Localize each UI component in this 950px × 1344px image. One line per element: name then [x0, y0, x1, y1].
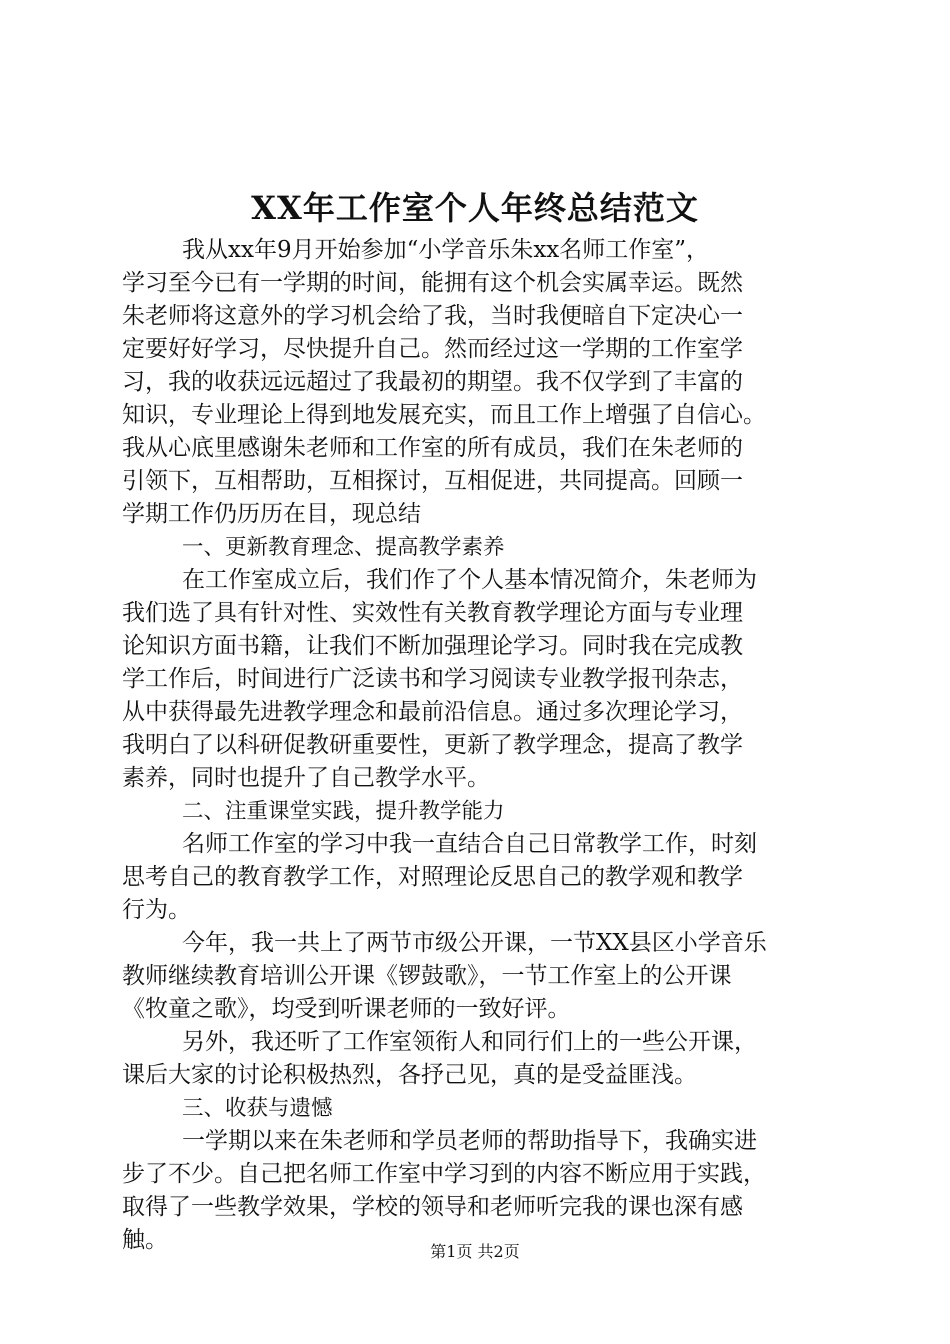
- body-line: 触。: [122, 1227, 168, 1253]
- body-line: 我明白了以科研促教研重要性，更新了教学理念，提高了教学: [122, 732, 743, 758]
- body-line: 引领下，互相帮助，互相探讨，互相促进，共同提高。回顾一: [122, 468, 743, 494]
- body-line: 名师工作室的学习中我一直结合自己日常教学工作，时刻: [182, 831, 757, 857]
- body-line: 学习至今已有一学期的时间，能拥有这个机会实属幸运。既然: [122, 270, 743, 296]
- body-line: 《牧童之歌》，均受到听课老师的一致好评。: [122, 996, 571, 1022]
- body-line: 我从xx年9月开始参加“小学音乐朱xx名师工作室”，: [182, 237, 710, 263]
- body-line: 朱老师将这意外的学习机会给了我，当时我便暗自下定决心一: [122, 303, 743, 329]
- body-line: 从中获得最先进教学理念和最前沿信息。通过多次理论学习，: [122, 699, 743, 725]
- section-heading: 二、注重课堂实践，提升教学能力: [182, 799, 505, 824]
- document-body: [122, 234, 834, 1257]
- section-heading: 三、收获与遗憾: [182, 1096, 333, 1121]
- body-line: 教师继续教育培训公开课《锣鼓歌》，一节工作室上的公开课: [122, 963, 732, 989]
- body-line: 我们选了具有针对性、实效性有关教育教学理论方面与专业理: [122, 600, 743, 626]
- body-line: 课后大家的讨论积极热烈，各抒己见，真的是受益匪浅。: [122, 1062, 697, 1088]
- body-line: 步了不少。自己把名师工作室中学习到的内容不断应用于实践，: [122, 1161, 766, 1187]
- body-line: 定要好好学习，尽快提升自己。然而经过这一学期的工作室学: [122, 336, 743, 362]
- body-line: 另外，我还听了工作室领衔人和同行们上的一些公开课，: [182, 1029, 757, 1055]
- body-line: 行为。: [122, 897, 191, 923]
- body-line: 我从心底里感谢朱老师和工作室的所有成员，我们在朱老师的: [122, 435, 743, 461]
- document-title: XX年工作室个人年终总结范文: [251, 189, 699, 227]
- body-line: 在工作室成立后，我们作了个人基本情况简介，朱老师为: [182, 567, 757, 593]
- section-heading: 一、更新教育理念、提高教学素养: [182, 535, 505, 560]
- body-line: 今年，我一共上了两节市级公开课，一节XX县区小学音乐: [182, 930, 767, 956]
- body-line: 思考自己的教育教学工作，对照理论反思自己的教学观和教学: [122, 864, 743, 890]
- body-line: 一学期以来在朱老师和学员老师的帮助指导下，我确实进: [182, 1128, 757, 1154]
- body-line: 习，我的收获远远超过了我最初的期望。我不仅学到了丰富的: [122, 369, 743, 395]
- page-footer: 第1页 共2页: [430, 1242, 520, 1261]
- body-line: 知识，专业理论上得到地发展充实，而且工作上增强了自信心。: [122, 402, 766, 428]
- body-line: 学工作后，时间进行广泛读书和学习阅读专业教学报刊杂志，: [122, 666, 743, 692]
- body-line: 素养，同时也提升了自己教学水平。: [122, 765, 490, 791]
- body-line: 论知识方面书籍，让我们不断加强理论学习。同时我在完成教: [122, 633, 743, 659]
- body-line: 取得了一些教学效果，学校的领导和老师听完我的课也深有感: [122, 1194, 743, 1220]
- body-line: 学期工作仍历历在目，现总结: [122, 501, 421, 527]
